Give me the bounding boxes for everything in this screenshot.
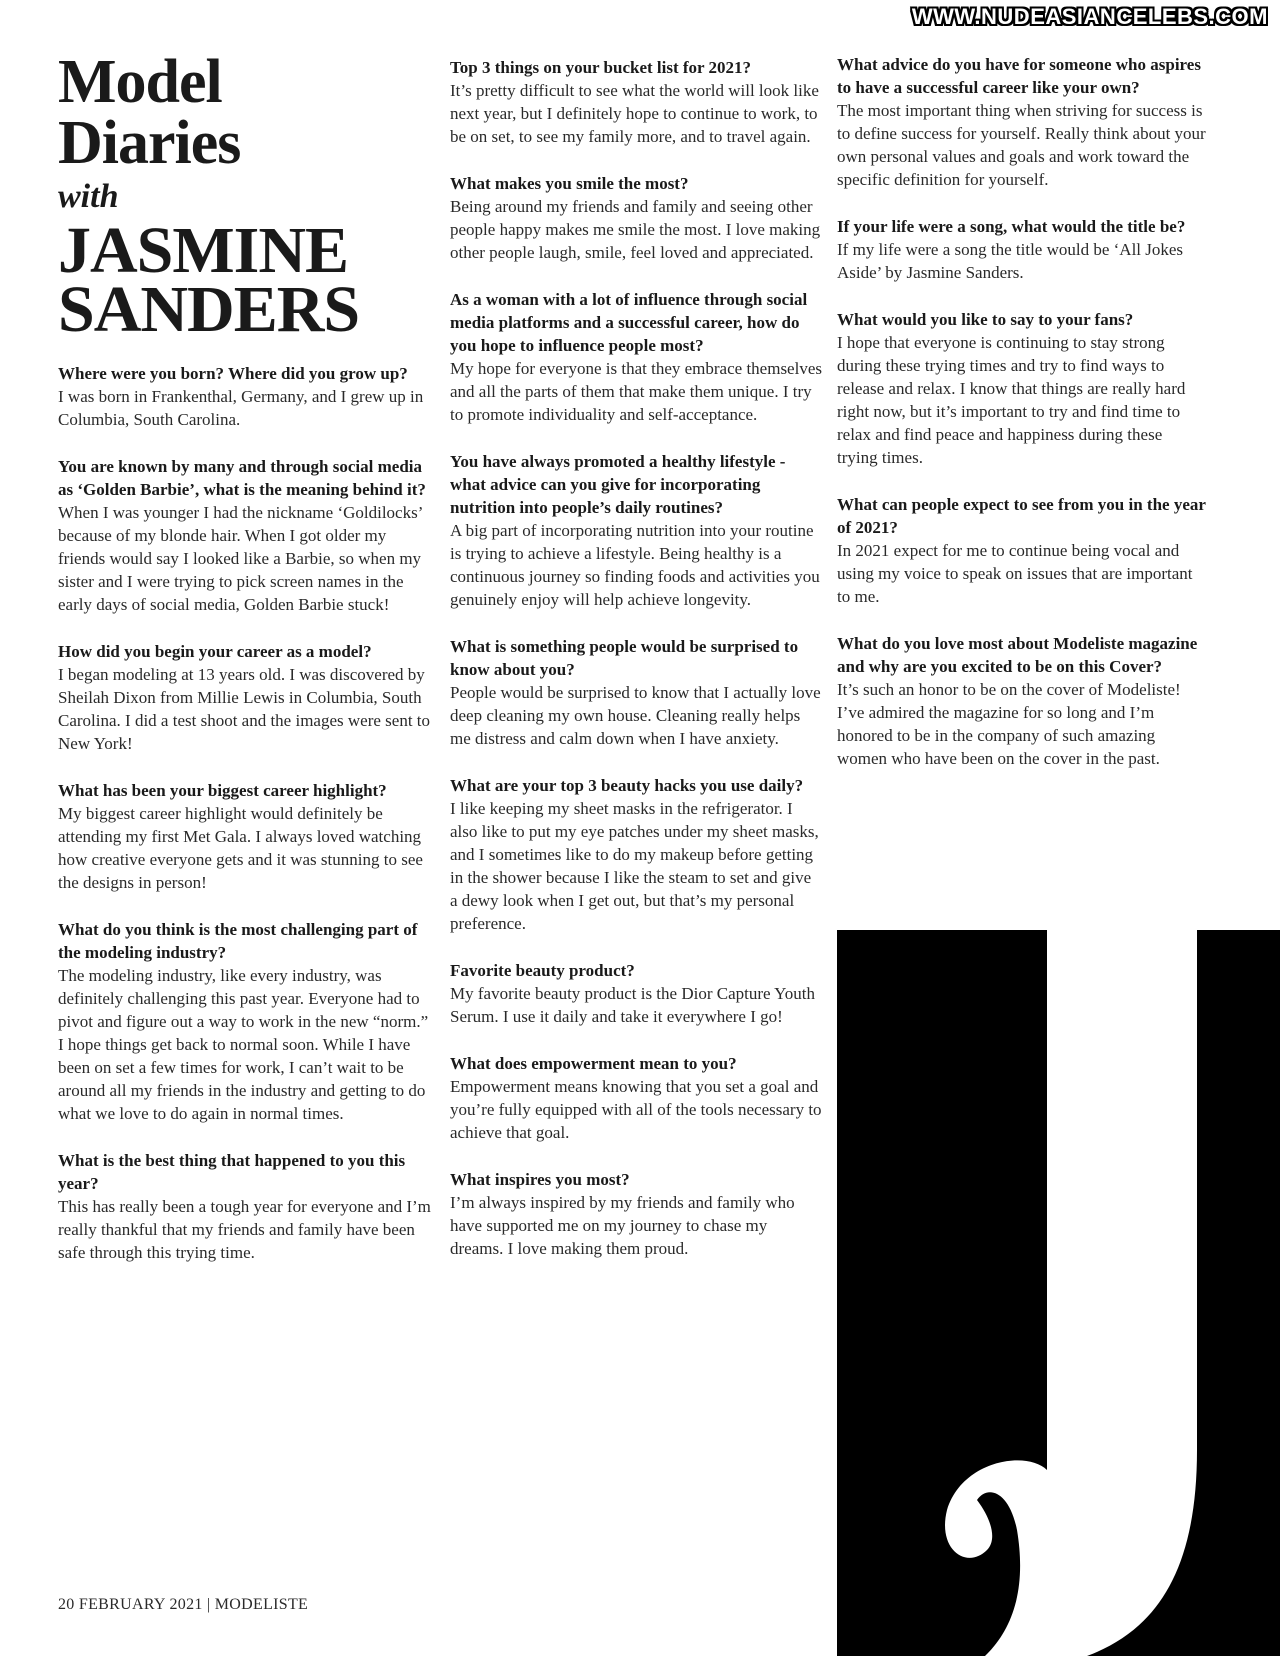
qa-list-2 [450,56,822,1260]
qa-item [837,632,1207,770]
qa-list-1 [58,362,432,1264]
watermark: WWW.NUDEASIANCELEBS.COM [911,4,1268,29]
question: What makes you smile the most? [450,174,689,193]
qa-item [58,362,432,431]
question: Top 3 things on your bucket list for 2021? [450,58,752,77]
question: How did you begin your career as a model? [58,641,372,661]
answer: I like keeping my sheet masks in the refrigerator. I also like to put my eye patches under my sheet masks, and I sometimes like to do my makeup before getting in the shower because I like the steam to set and give a dewy look when I get out, but that’s my personal preference. [450,799,819,933]
question: What has been your biggest career highlight? [58,780,387,800]
answer: It’s such an honor to be on the cover of Modeliste! I’ve admired the magazine for so long and I’m honored to be in the company of such amazing women who have been on the cover in the past. [837,680,1181,768]
answer: I hope that everyone is continuing to stay strong during these trying times and try to find ways to release and relax. I know that things are really hard right now, but it’s important to try and find time to relax and find peace and happiness during these trying times. [837,333,1186,467]
answer: If my life were a song the title would be ‘All Jokes Aside’ by Jasmine Sanders. [837,240,1184,282]
qa-item [450,288,822,426]
question: What would you like to say to your fans? [837,310,1134,329]
question: What are your top 3 beauty hacks you use daily? [450,776,804,795]
qa-item [450,774,822,935]
answer: People would be surprised to know that I actually love deep cleaning my own house. Cleaning really helps me distress and calm down when I have anxiety. [450,683,821,748]
question: What is the best thing that happened to you this year? [58,1150,406,1193]
answer: The modeling industry, like every industry, was definitely challenging this past year. Everyone had to pivot and figure out a way to work in the new “norm.” I hope things get back to normal soon. While I have been on set a few times for work, I can’t wait to be around all my friends in the industry and getting to do what we love to do again in normal times. [58,965,429,1123]
question: Favorite beauty product? [450,961,635,980]
question: What advice do you have for someone who aspires to have a successful career like your own? [837,55,1201,97]
answer: I was born in Frankenthal, Germany, and I grew up in Columbia, South Carolina. [58,386,424,429]
qa-item [837,215,1207,284]
qa-item [450,1052,822,1144]
title-line-model: Model [58,48,222,116]
qa-item [58,779,432,894]
qa-item [837,53,1207,191]
title-line-diaries: Diaries [58,108,241,177]
letter-j-graphic [837,930,1280,1656]
column-3 [837,53,1207,794]
question: As a woman with a lot of influence through social media platforms and a successful career, how do you hope to influence people most? [450,290,808,355]
answer: This has really been a tough year for everyone and I’m really thankful that my friends and family have been safe through this trying time. [58,1196,431,1262]
answer: My hope for everyone is that they embrace themselves and all the parts of them that make them unique. I try to promote individuality and self-acceptance. [450,359,822,424]
question: You are known by many and through social media as ‘Golden Barbie’, what is the meaning behind it? [58,456,426,499]
qa-item [837,308,1207,469]
title-name-first: JASMINE [58,213,349,287]
answer: I’m always inspired by my friends and family who have supported me on my journey to chase my dreams. I love making them proud. [450,1193,795,1258]
title-with: with [58,177,119,215]
column-2 [450,56,822,1284]
question: If your life were a song, what would the title be? [837,217,1186,236]
qa-item [450,56,822,148]
answer: My favorite beauty product is the Dior Capture Youth Serum. I use it daily and take it everywhere I go! [450,984,815,1026]
question: What is something people would be surprised to know about you? [450,637,799,679]
qa-item [58,918,432,1125]
title-name-last: SANDERS [58,273,360,347]
title-block [58,48,432,347]
qa-item [450,959,822,1028]
column-1 [58,48,432,1288]
question: What do you love most about Modeliste magazine and why are you excited to be on this Cover? [837,634,1198,676]
answer: I began modeling at 13 years old. I was discovered by Sheilah Dixon from Millie Lewis in Columbia, South Carolina. I did a test shoot and the images were sent to New York! [58,664,431,753]
question: What does empowerment mean to you? [450,1054,737,1073]
qa-item [450,450,822,611]
answer: My biggest career highlight would definitely be attending my first Met Gala. I always loved watching how creative everyone gets and it was stunning to see the designs in person! [58,803,423,892]
answer: In 2021 expect for me to continue being vocal and using my voice to speak on issues that are important to me. [837,541,1193,606]
qa-item [58,1149,432,1264]
qa-item [450,172,822,264]
question: You have always promoted a healthy lifestyle - what advice can you give for incorporating nutrition into people’s daily routines? [450,452,786,517]
answer: When I was younger I had the nickname ‘Goldilocks’ because of my blonde hair. When I got older my friends would say I looked like a Barbie, so when my sister and I were trying to pick screen names in the early days of social media, Golden Barbie stuck! [58,502,423,614]
answer: A big part of incorporating nutrition into your routine is trying to achieve a lifestyle. Being healthy is a continuous journey so finding foods and activities you genuinely enjoy will help achieve longevity. [450,521,820,609]
answer: Being around my friends and family and seeing other people happy makes me smile the most. I love making other people laugh, smile, feel loved and appreciated. [450,197,821,262]
answer: Empowerment means knowing that you set a goal and you’re fully equipped with all of the tools necessary to achieve that goal. [450,1077,822,1142]
answer: It’s pretty difficult to see what the world will look like next year, but I definitely hope to continue to work, to be on set, to see my family more, and to travel again. [450,81,819,146]
answer: The most important thing when striving for success is to define success for yourself. Really think about your own personal values and goals and work toward the specific definition for yourself. [837,101,1206,189]
qa-item [58,640,432,755]
qa-item [58,455,432,616]
question: What inspires you most? [450,1170,630,1189]
question: Where were you born? Where did you grow up? [58,363,408,383]
question: What can people expect to see from you in the year of 2021? [837,495,1206,537]
page-footer: 20 FEBRUARY 2021 | MODELISTE [58,1596,309,1613]
qa-item [837,493,1207,608]
question: What do you think is the most challenging part of the modeling industry? [58,919,418,962]
qa-item [450,635,822,750]
qa-item [450,1168,822,1260]
qa-list-3 [837,53,1207,770]
